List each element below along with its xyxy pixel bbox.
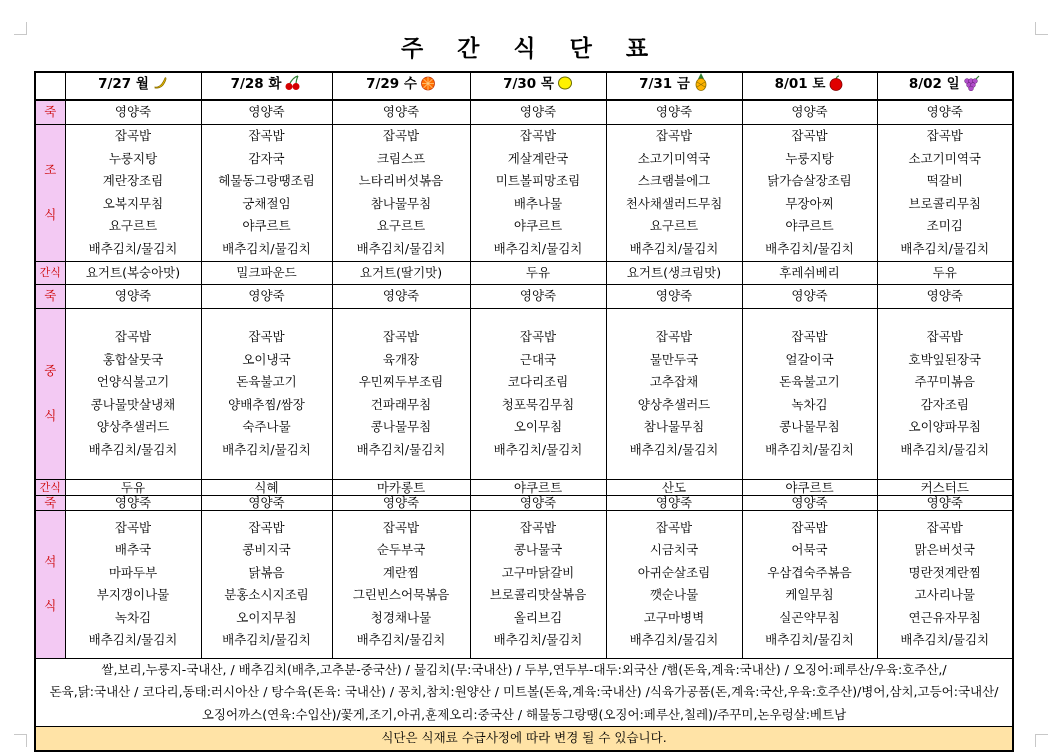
menu-item: 고사리나물	[914, 587, 975, 602]
porridge-cell: 영양죽	[332, 100, 470, 124]
menu-item: 청포묵김무침	[501, 396, 575, 412]
breakfast-cell	[877, 124, 1013, 261]
page-corner-mark	[14, 734, 27, 747]
menu-item: 잡곡밥	[926, 329, 963, 344]
porridge-cell: 영양죽	[877, 100, 1013, 124]
menu-item: 배추김치/물김치	[493, 240, 583, 256]
day-header-row	[35, 72, 1013, 100]
breakfast-cell	[742, 124, 877, 261]
menu-item: 얼갈이국	[785, 351, 834, 367]
menu-item: 올리브김	[513, 609, 563, 625]
menu-item: 배추김치/물김치	[629, 441, 719, 457]
lemon-icon	[557, 75, 573, 99]
menu-item: 콩나물무침	[370, 419, 432, 434]
meal-label-porridge: 죽	[35, 495, 65, 510]
menu-item: 양상추샐러드	[637, 396, 711, 412]
menu-item: 우삼겹숙주볶음	[767, 564, 852, 580]
apple-icon	[828, 75, 844, 99]
meal-label-char: 식	[44, 407, 57, 423]
lunch-cell	[201, 308, 332, 479]
menu-item: 육개장	[382, 351, 420, 367]
dinner-cell	[877, 510, 1013, 658]
dinner-cell	[606, 510, 742, 658]
day-label: 8/02 일	[908, 76, 960, 93]
porridge-cell: 영양죽	[606, 100, 742, 124]
meal-label-char: 중	[44, 363, 57, 378]
menu-item: 스크램블에그	[637, 173, 711, 188]
menu-item: 잡곡밥	[926, 519, 963, 535]
menu-item: 배추김치/물김치	[629, 632, 719, 647]
menu-item: 주꾸미볶음	[914, 374, 975, 389]
day-header	[742, 72, 877, 100]
menu-item: 잡곡밥	[382, 128, 420, 143]
snack-cell: 요거트(딸기맛)	[332, 261, 470, 285]
weekly-menu-table	[34, 71, 1014, 752]
snack-cell: 두유	[470, 261, 606, 285]
origin-notice-row	[35, 658, 1013, 727]
menu-item: 요구르트	[376, 218, 426, 233]
menu-item: 배추김치/물김치	[629, 240, 719, 256]
day-label: 7/28 화	[230, 76, 282, 93]
snack-cell: 두유	[65, 479, 201, 495]
meal-label-breakfast	[35, 124, 65, 261]
dinner-row	[35, 510, 1013, 658]
menu-item: 마파두부	[108, 564, 158, 580]
menu-item: 감자조림	[920, 396, 969, 412]
menu-item: 잡곡밥	[655, 128, 693, 143]
menu-item: 배추김치/물김치	[493, 632, 583, 647]
menu-item: 배추김치/물김치	[88, 240, 178, 256]
meal-label-porridge: 죽	[35, 285, 65, 309]
snack-cell: 식혜	[201, 479, 332, 495]
lunch-cell	[332, 308, 470, 479]
snack-cell: 커스터드	[877, 479, 1013, 495]
breakfast-cell	[332, 124, 470, 261]
snack-cell: 야쿠르트	[742, 479, 877, 495]
menu-item: 요구르트	[649, 218, 699, 233]
porridge-cell: 영양죽	[201, 495, 332, 510]
lunch-cell	[470, 308, 606, 479]
snack-cell: 야쿠르트	[470, 479, 606, 495]
menu-item: 브로콜리맛살볶음	[489, 587, 587, 602]
menu-item: 청경채나물	[370, 609, 432, 625]
menu-item: 호박잎된장국	[908, 351, 981, 367]
menu-item: 잡곡밥	[791, 519, 828, 535]
menu-item: 콩비지국	[242, 542, 291, 557]
snack-cell: 밀크파운드	[201, 261, 332, 285]
menu-item: 잡곡밥	[114, 329, 152, 344]
menu-item: 잡곡밥	[791, 128, 828, 143]
menu-item: 잡곡밥	[382, 519, 420, 535]
menu-item: 배추김치/물김치	[765, 632, 854, 647]
menu-item: 참나물무침	[370, 195, 432, 211]
menu-item: 닭볶음	[248, 564, 285, 580]
menu-item: 배추김치/물김치	[765, 240, 854, 256]
menu-item: 코다리조림	[507, 374, 569, 389]
footer-notice: 식단은 식재료 수급사정에 따라 변경 될 수 있습니다.	[35, 727, 1013, 751]
menu-item: 배추김치/물김치	[222, 441, 311, 457]
menu-item: 오이무침	[513, 419, 563, 434]
meal-label-lunch	[35, 308, 65, 479]
menu-item: 콩나물국	[513, 542, 563, 557]
menu-item: 잡곡밥	[655, 329, 693, 344]
menu-item: 헤물동그랑땡조림	[218, 173, 315, 188]
menu-item: 닭가슴살장조림	[767, 173, 852, 188]
menu-item: 오이지무침	[236, 609, 297, 625]
menu-item: 감자국	[248, 150, 285, 166]
day-label: 7/29 수	[366, 76, 417, 93]
menu-item: 케일무침	[785, 587, 834, 602]
porridge-row	[35, 495, 1013, 510]
menu-item: 배추김치/물김치	[222, 632, 311, 647]
menu-item: 근대국	[519, 351, 557, 367]
menu-item: 야쿠르트	[513, 218, 563, 233]
menu-item: 배추김치/물김치	[222, 240, 311, 256]
dinner-cell	[742, 510, 877, 658]
breakfast-cell	[201, 124, 332, 261]
day-header	[470, 72, 606, 100]
meal-label-snack: 간식	[35, 479, 65, 495]
snack-cell: 후레쉬베리	[742, 261, 877, 285]
menu-item: 배추김치/물김치	[900, 441, 990, 457]
porridge-cell: 영양죽	[201, 100, 332, 124]
menu-item: 고구마병벽	[643, 609, 705, 625]
menu-item: 잡곡밥	[114, 128, 152, 143]
menu-item: 잡곡밥	[655, 519, 693, 535]
meal-label-char: 석	[44, 553, 57, 569]
dinner-cell	[470, 510, 606, 658]
menu-item: 아귀순살조림	[637, 564, 711, 580]
meal-label-porridge: 죽	[35, 100, 65, 124]
menu-item: 오복지무침	[102, 195, 164, 211]
dinner-cell	[201, 510, 332, 658]
menu-item: 잡곡밥	[382, 329, 420, 344]
meal-label-char: 조	[44, 162, 57, 177]
dinner-cell	[65, 510, 201, 658]
snack-cell: 마카롱트	[332, 479, 470, 495]
menu-item: 오이양파무침	[908, 419, 981, 434]
menu-item: 크림스프	[376, 150, 426, 166]
cherry-icon	[284, 75, 302, 99]
snack-cell: 산도	[606, 479, 742, 495]
origin-notice-line: 돈육,닭:국내산 / 코다리,동태:러시아산 / 탕수육(돈육: 국내산) / 꽁치,참치:원양산 / 미트볼(돈육,계육:국내산) /식육가공품(돈,계육:국산,우육:호주산)/병어,삼치,고등어:국내산/	[49, 684, 999, 699]
menu-item: 그린빈스어묵볶음	[352, 587, 450, 602]
menu-item: 건파래무침	[370, 396, 432, 412]
menu-item: 배추나물	[513, 195, 563, 211]
menu-item: 계란장조림	[102, 173, 164, 188]
menu-item: 참나물무침	[643, 419, 705, 434]
menu-item: 잡곡밥	[248, 128, 285, 143]
lunch-row	[35, 308, 1013, 479]
origin-notice	[35, 658, 1013, 727]
pineapple-icon	[693, 73, 709, 99]
menu-item: 배추김치/물김치	[88, 632, 178, 647]
menu-item: 실곤약무침	[779, 609, 840, 625]
day-label: 8/01 토	[774, 76, 826, 93]
porridge-row	[35, 100, 1013, 124]
page-title: 주 간 식 단 표	[400, 36, 662, 62]
menu-item: 소고기미역국	[637, 150, 711, 166]
menu-item: 물만두국	[649, 351, 699, 367]
menu-item: 요구르트	[108, 218, 158, 233]
menu-item: 배추김치/물김치	[356, 441, 446, 457]
porridge-cell: 영양죽	[470, 285, 606, 309]
menu-item: 배추김치/물김치	[900, 240, 990, 256]
menu-item: 야쿠르트	[785, 218, 834, 233]
lunch-cell	[65, 308, 201, 479]
menu-item: 순두부국	[376, 542, 426, 557]
porridge-cell: 영양죽	[742, 495, 877, 510]
menu-item: 미트볼피망조림	[495, 173, 581, 188]
snack-cell: 두유	[877, 261, 1013, 285]
snack-row	[35, 261, 1013, 285]
menu-item: 느타리버섯볶음	[358, 173, 444, 188]
day-label: 7/31 금	[639, 76, 690, 93]
menu-item: 콩나물맛살냉채	[90, 396, 176, 412]
menu-item: 명란젓계란찜	[908, 564, 981, 580]
page-corner-mark	[1035, 734, 1048, 747]
porridge-cell: 영양죽	[877, 285, 1013, 309]
meal-label-char: 식	[44, 206, 57, 222]
day-header	[877, 72, 1013, 100]
porridge-cell: 영양죽	[201, 285, 332, 309]
menu-item: 배추국	[114, 542, 152, 557]
menu-item: 잡곡밥	[519, 519, 557, 535]
menu-item: 양상추샐러드	[96, 419, 170, 434]
snack-cell: 요거트(생크림맛)	[606, 261, 742, 285]
menu-item: 돈육불고기	[779, 374, 840, 389]
menu-item: 우민찌두부조림	[358, 374, 444, 389]
porridge-cell: 영양죽	[65, 285, 201, 309]
menu-item: 누룽지탕	[785, 150, 834, 166]
day-header	[201, 72, 332, 100]
menu-item: 야쿠르트	[242, 218, 291, 233]
menu-item: 맑은버섯국	[914, 542, 975, 557]
dinner-cell	[332, 510, 470, 658]
day-header	[332, 72, 470, 100]
menu-item: 부지갱이나물	[96, 587, 170, 602]
breakfast-cell	[470, 124, 606, 261]
menu-item: 시금치국	[649, 542, 699, 557]
porridge-cell: 영양죽	[332, 285, 470, 309]
menu-item: 배추김치/물김치	[493, 441, 583, 457]
meal-label-snack: 간식	[35, 261, 65, 285]
menu-item: 잡곡밥	[114, 519, 152, 535]
menu-item: 소고기미역국	[908, 150, 981, 166]
corner-cell	[35, 72, 65, 100]
menu-item: 배추김치/물김치	[356, 240, 446, 256]
porridge-cell: 영양죽	[332, 495, 470, 510]
menu-item: 잡곡밥	[519, 329, 557, 344]
menu-item: 잡곡밥	[248, 519, 285, 535]
menu-item: 녹차김	[791, 396, 828, 412]
meal-label-char: 식	[44, 598, 57, 613]
menu-item: 누룽지탕	[108, 150, 158, 166]
menu-item: 숙주나물	[242, 419, 291, 434]
menu-item: 무장아찌	[785, 195, 834, 211]
menu-item: 오이냉국	[242, 351, 291, 367]
menu-item: 깻순나물	[649, 587, 699, 602]
grape-icon	[963, 75, 981, 99]
menu-item: 궁채절임	[242, 195, 291, 211]
footer-notice-row	[35, 727, 1013, 751]
menu-item: 고추잡채	[649, 374, 699, 389]
menu-item: 배추김치/물김치	[765, 441, 854, 457]
menu-item: 양배추찜/쌈장	[228, 396, 305, 412]
meal-label-dinner	[35, 510, 65, 658]
breakfast-cell	[606, 124, 742, 261]
menu-item: 조미김	[926, 218, 963, 233]
breakfast-cell	[65, 124, 201, 261]
porridge-cell: 영양죽	[877, 495, 1013, 510]
snack-row	[35, 479, 1013, 495]
menu-item: 잡곡밥	[926, 128, 963, 143]
porridge-row	[35, 285, 1013, 309]
porridge-cell: 영양죽	[606, 495, 742, 510]
day-header	[65, 72, 201, 100]
menu-item: 배추김치/물김치	[356, 632, 446, 647]
banana-icon	[152, 75, 168, 99]
day-header	[606, 72, 742, 100]
porridge-cell: 영양죽	[742, 100, 877, 124]
menu-item: 계란찜	[382, 564, 420, 580]
menu-item: 콩나물무침	[779, 419, 840, 434]
porridge-cell: 영양죽	[606, 285, 742, 309]
menu-item: 돈육불고기	[236, 374, 297, 389]
menu-item: 언양식불고기	[96, 374, 170, 389]
menu-item: 홍합살뭇국	[102, 351, 164, 367]
lunch-cell	[877, 308, 1013, 479]
orange-icon	[420, 75, 436, 99]
breakfast-row	[35, 124, 1013, 261]
porridge-cell: 영양죽	[742, 285, 877, 309]
porridge-cell: 영양죽	[65, 495, 201, 510]
menu-item: 분홍소시지조림	[224, 587, 309, 602]
porridge-cell: 영양죽	[470, 100, 606, 124]
menu-item: 잡곡밥	[791, 329, 828, 344]
origin-notice-line: 쌀,보리,누룽지-국내산, / 배추김치(배추,고추분-중국산) / 물김치(무:국내산) / 두부,연두부-대두:외국산 /햄(돈육,계육:국내산) / 오징어:페루산/우육:호주산,/	[101, 661, 947, 677]
menu-item: 브로콜리무침	[908, 195, 981, 211]
day-label: 7/30 목	[503, 76, 554, 93]
menu-item: 연근유자무침	[908, 609, 981, 625]
menu-item: 게살계란국	[507, 150, 569, 166]
menu-item: 천사채샐러드무침	[625, 195, 723, 211]
menu-item: 떡갈비	[926, 173, 963, 188]
menu-item: 잡곡밥	[519, 128, 557, 143]
menu-item: 배추김치/물김치	[900, 632, 990, 647]
lunch-cell	[606, 308, 742, 479]
lunch-cell	[742, 308, 877, 479]
menu-item: 녹차김	[114, 609, 152, 625]
menu-item: 어묵국	[791, 542, 828, 557]
menu-item: 배추김치/물김치	[88, 441, 178, 457]
origin-notice-line: 오징어까스(연육:수입산)/꽃게,조기,아귀,훈제오리:중국산 / 해물동그랑땡(오징어:페루산,칠레)/주꾸미,논우렁살:베트남	[201, 706, 847, 722]
porridge-cell: 영양죽	[65, 100, 201, 124]
menu-item: 고구마닭갈비	[501, 564, 575, 580]
day-label: 7/27 월	[98, 76, 149, 93]
snack-cell: 요거트(복숭아맛)	[65, 261, 201, 285]
menu-item: 잡곡밥	[248, 329, 285, 344]
porridge-cell: 영양죽	[470, 495, 606, 510]
